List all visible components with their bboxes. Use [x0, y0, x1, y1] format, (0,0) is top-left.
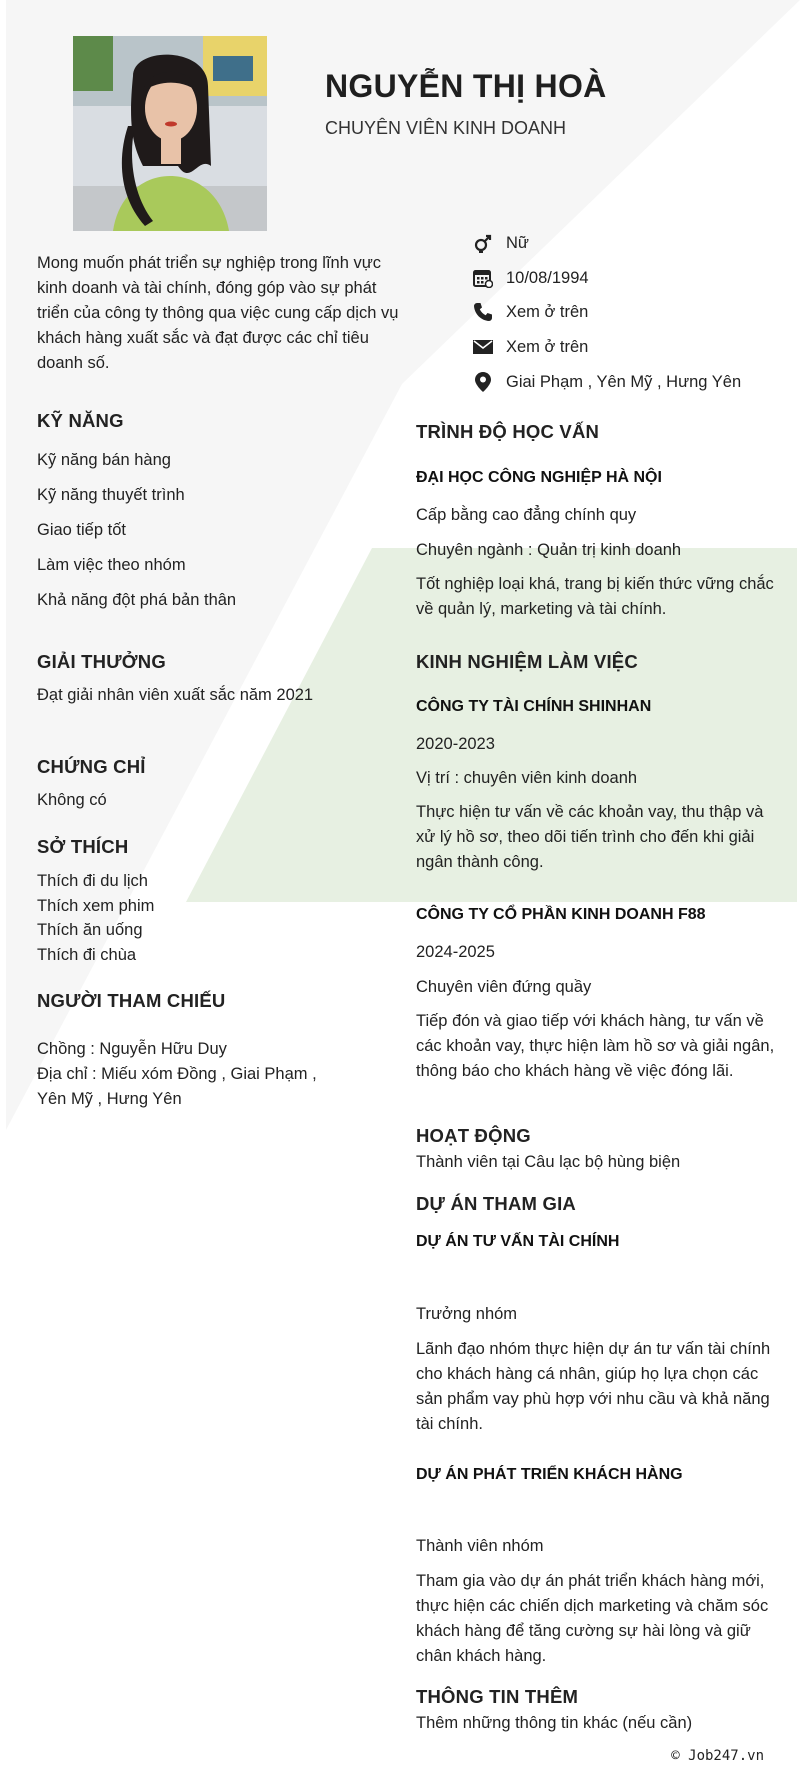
avatar-photo	[73, 36, 267, 231]
education-school: ĐẠI HỌC CÔNG NGHIỆP HÀ NỘI	[416, 469, 662, 486]
extra-text: Thêm những thông tin khác (nếu cần)	[416, 1714, 693, 1732]
experience-period: 2020-2023	[416, 735, 495, 753]
experience-role: Vị trí : chuyên viên kinh doanh	[416, 769, 638, 787]
email-icon	[472, 336, 494, 358]
skill-item: Kỹ năng thuyết trình	[37, 486, 185, 504]
education-degree: Cấp bằng cao đẳng chính quy	[416, 506, 637, 524]
project-name: DỰ ÁN TƯ VẤN TÀI CHÍNH	[416, 1233, 620, 1250]
phone-icon	[472, 301, 494, 323]
projects-heading: DỰ ÁN THAM GIA	[416, 1193, 576, 1214]
skill-item: Kỹ năng bán hàng	[37, 451, 171, 469]
hobbies-heading: SỞ THÍCH	[37, 836, 129, 857]
activities-text: Thành viên tại Câu lạc bộ hùng biện	[416, 1153, 681, 1171]
activities-heading: HOẠT ĐỘNG	[416, 1125, 531, 1146]
phone-value: Xem ở trên	[506, 302, 589, 321]
contact-email	[472, 335, 588, 359]
certificates-heading: CHỨNG CHỈ	[37, 756, 146, 777]
experience-heading: KINH NGHIỆM LÀM VIỆC	[416, 651, 638, 672]
hobby-item: Thích đi du lịch	[37, 872, 148, 890]
education-description: Tốt nghiệp loại khá, trang bị kiến thức vững chắc về quản lý, marketing và tài chính.	[416, 575, 774, 618]
skill-item: Làm việc theo nhóm	[37, 556, 186, 574]
hobby-item: Thích ăn uống	[37, 921, 143, 939]
reference-line: Địa chỉ : Miếu xóm Đồng , Giai Phạm ,	[37, 1065, 317, 1083]
skill-item: Khả năng đột phá bản thân	[37, 591, 237, 609]
certificates-text: Không có	[37, 791, 107, 809]
experience-role: Chuyên viên đứng quầy	[416, 978, 592, 996]
awards-heading: GIẢI THƯỞNG	[37, 651, 166, 672]
project-description: Tham gia vào dự án phát triển khách hàng mới, thực hiện các chiến dịch marketing và chăm sóc khách hàng để tăng cường sự hài lòng và giữ chân khách hàng.	[416, 1572, 769, 1665]
candidate-title: CHUYÊN VIÊN KINH DOANH	[325, 118, 567, 138]
project-role: Trưởng nhóm	[416, 1305, 518, 1323]
contact-gender	[472, 231, 529, 255]
extra-heading: THÔNG TIN THÊM	[416, 1686, 579, 1707]
birthday-value: 10/08/1994	[506, 268, 589, 287]
contact-birthday	[472, 266, 589, 290]
calendar-icon	[472, 267, 494, 289]
gender-value: Nữ	[506, 233, 529, 252]
project-name: DỰ ÁN PHÁT TRIỂN KHÁCH HÀNG	[416, 1466, 683, 1483]
reference-line: Yên Mỹ , Hưng Yên	[37, 1090, 182, 1108]
gender-icon	[472, 232, 494, 254]
hobby-item: Thích xem phim	[37, 897, 155, 915]
copyright-footer: © Job247.vn	[671, 1748, 764, 1764]
experience-description: Thực hiện tư vấn về các khoản vay, thu thập và xử lý hồ sơ, theo dõi tiến trình cho đến khi giải ngân thành công.	[416, 803, 764, 871]
email-value: Xem ở trên	[506, 337, 589, 356]
avatar-illustration	[73, 36, 267, 231]
address-value: Giai Phạm , Yên Mỹ , Hưng Yên	[506, 372, 742, 391]
education-heading: TRÌNH ĐỘ HỌC VẤN	[416, 421, 600, 442]
project-role: Thành viên nhóm	[416, 1537, 544, 1555]
experience-period: 2024-2025	[416, 943, 495, 961]
awards-text: Đạt giải nhân viên xuất sắc năm 2021	[37, 686, 314, 704]
skills-heading: KỸ NĂNG	[37, 410, 124, 431]
location-icon	[472, 371, 494, 393]
contact-phone	[472, 300, 588, 324]
reference-line: Chồng : Nguyễn Hữu Duy	[37, 1040, 227, 1058]
experience-description: Tiếp đón và giao tiếp với khách hàng, tư vấn về các khoản vay, thực hiện làm hồ sơ và giải ngân, thông báo cho khách hàng về việc đóng lãi.	[416, 1012, 775, 1080]
skill-item: Giao tiếp tốt	[37, 521, 126, 539]
hobby-item: Thích đi chùa	[37, 946, 137, 964]
project-description: Lãnh đạo nhóm thực hiện dự án tư vấn tài chính cho khách hàng cá nhân, giúp họ lựa chọn các sản phẩm vay phù hợp với nhu cầu và khả năng tài chính.	[416, 1340, 771, 1433]
education-major: Chuyên ngành : Quản trị kinh doanh	[416, 541, 682, 559]
experience-company: CÔNG TY TÀI CHÍNH SHINHAN	[416, 698, 652, 715]
candidate-name: NGUYỄN THỊ HOÀ	[325, 68, 607, 104]
contact-address	[472, 370, 741, 394]
references-heading: NGƯỜI THAM CHIẾU	[37, 990, 226, 1011]
career-objective: Mong muốn phát triển sự nghiệp trong lĩnh vực kinh doanh và tài chính, đóng góp vào sự phát triển của công ty thông qua việc cung cấp dịch vụ khách hàng xuất sắc và đạt được các chỉ tiêu doanh số.	[37, 254, 399, 372]
experience-company: CÔNG TY CỔ PHẦN KINH DOANH F88	[416, 906, 706, 923]
